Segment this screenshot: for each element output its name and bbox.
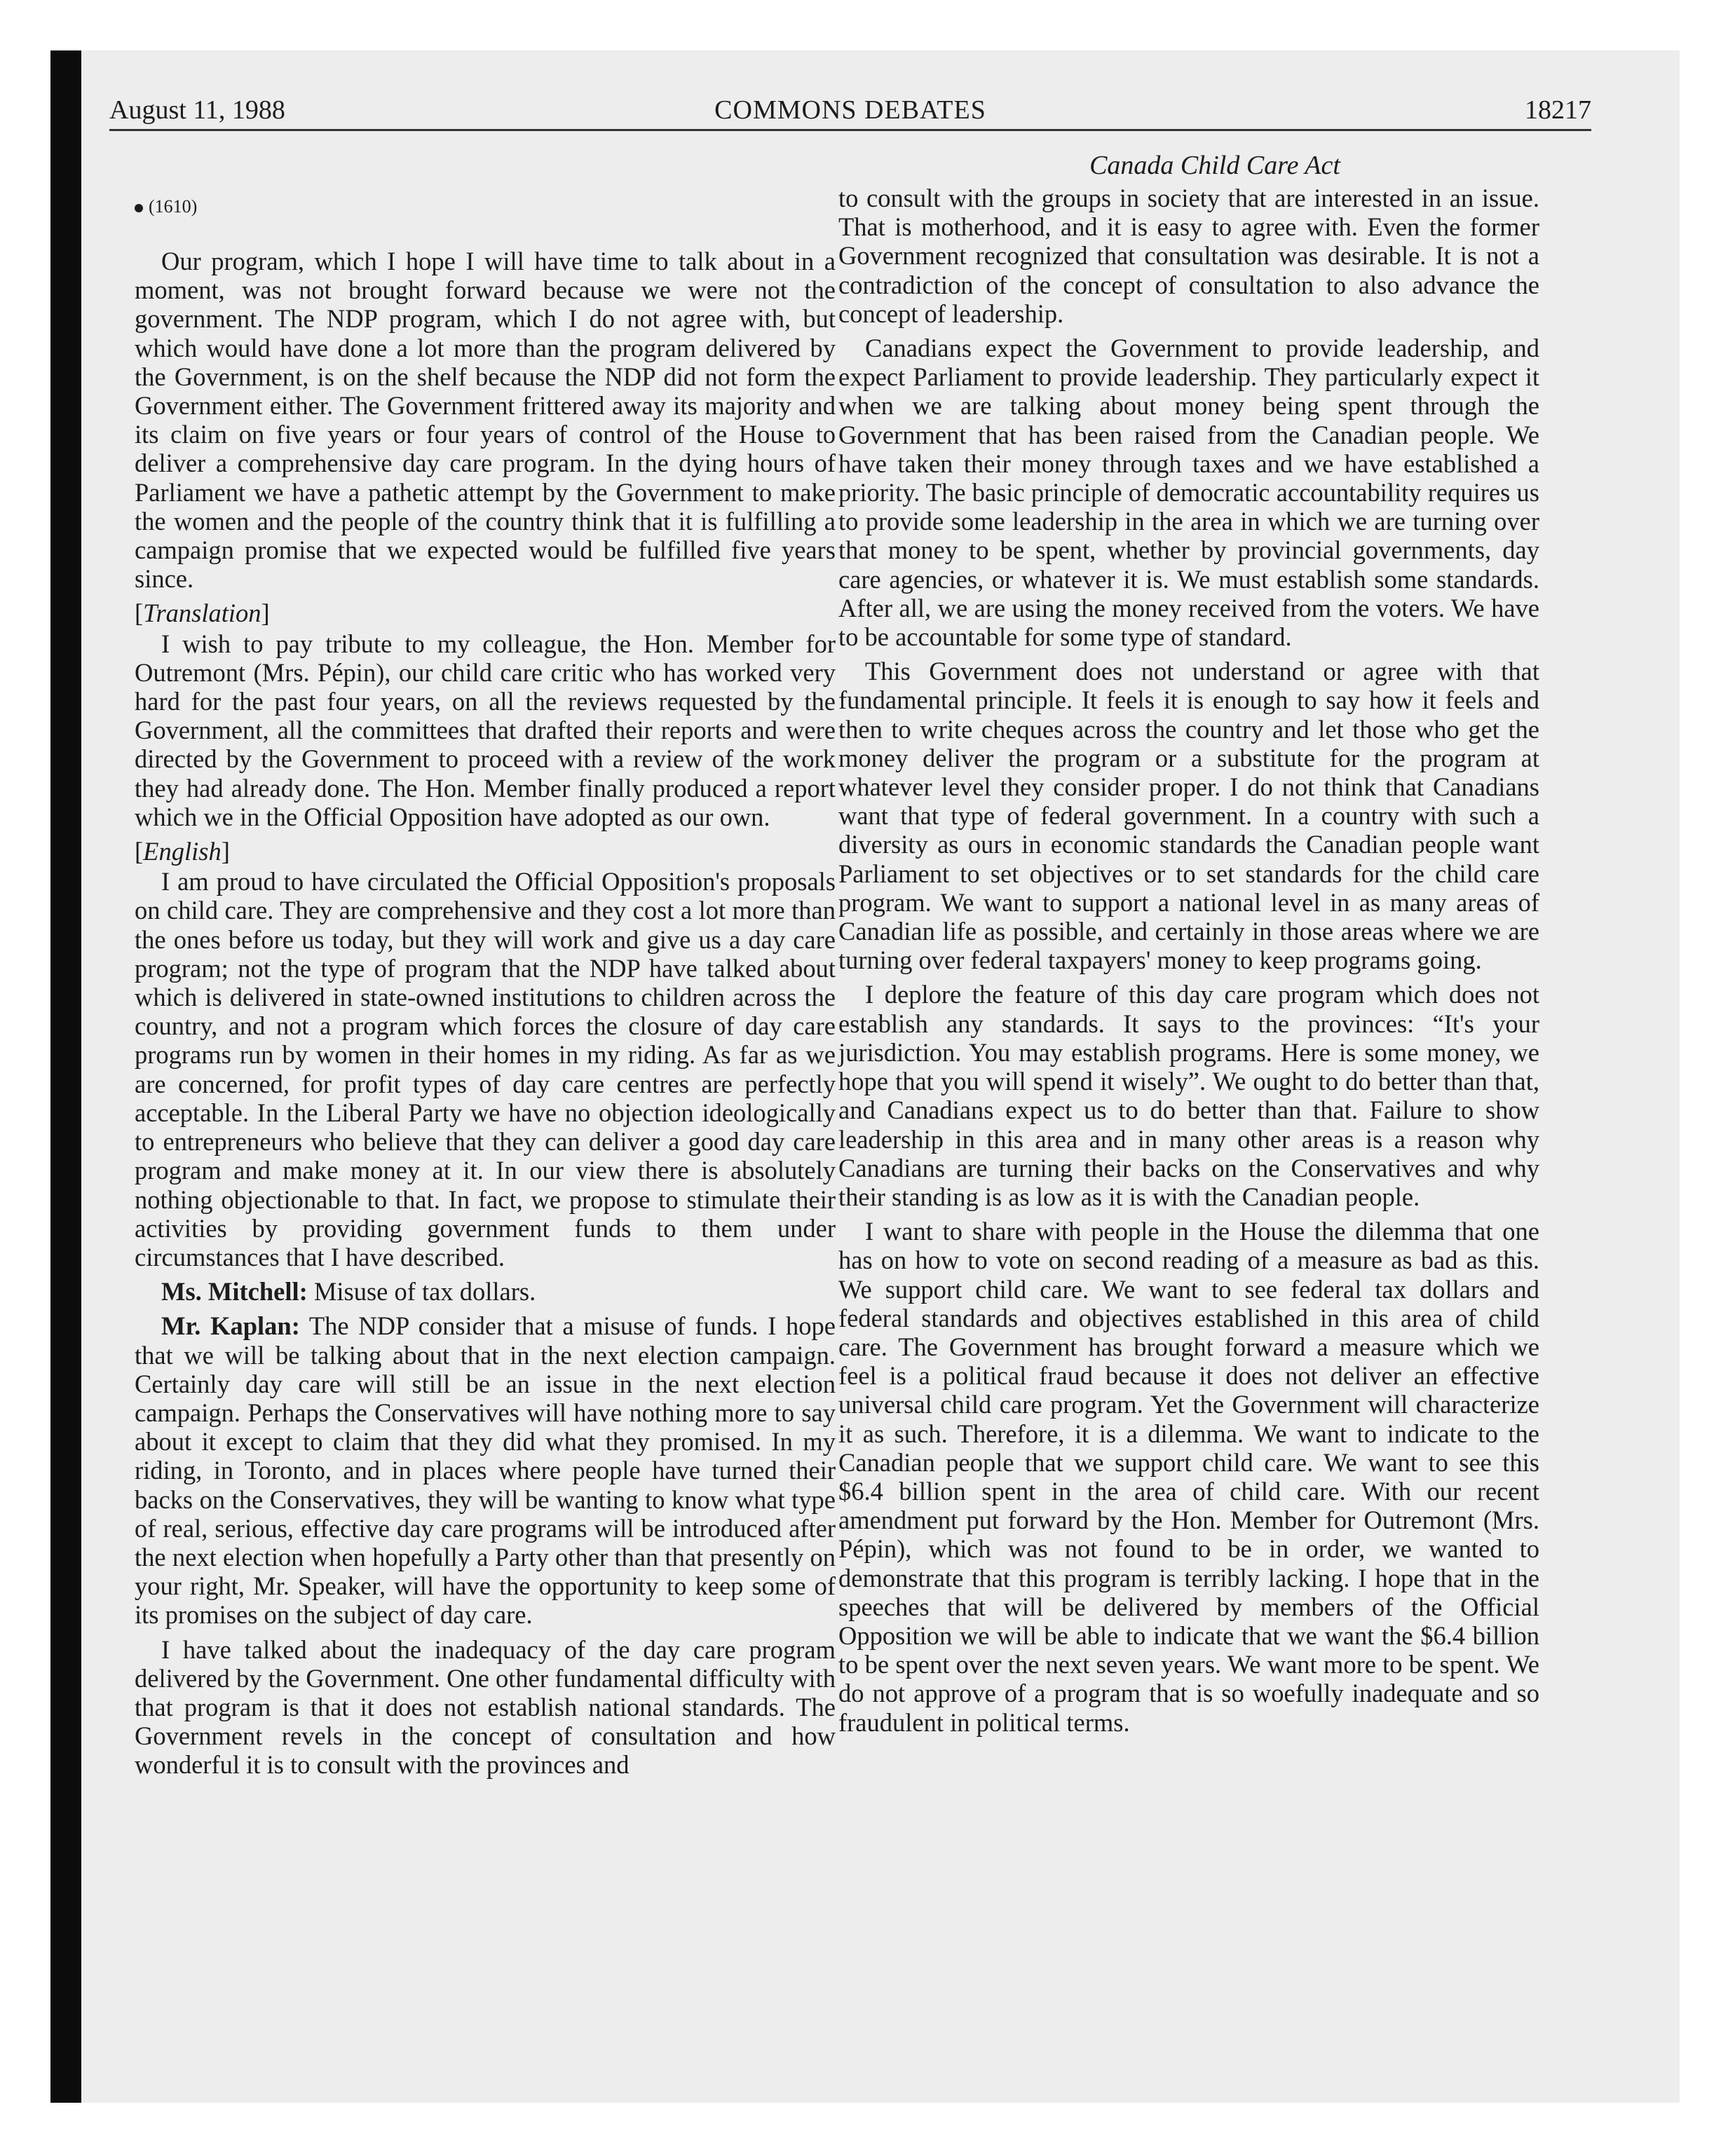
left-column [135,184,836,1785]
paragraph: to consult with the groups in society that are interested in an issue. That is motherhood, and it is easy to agree with. Even the former Government recognized that consultation was desirable. It is not a contradiction of the concept of consultation to also advance the concept of leadership. [838,184,1539,328]
bullet-icon [135,204,143,212]
speech-text: Misuse of tax dollars. [313,1277,536,1306]
running-subject: Canada Child Care Act [1089,151,1340,180]
paragraph: I want to share with people in the House the dilemma that one has on how to vote on second reading of a measure as bad as this. We support child care. We want to see federal tax dollars and federal standards and objectives established in this area of child care. The Government has brought forward a measure which we feel is a political fraud because it does not deliver an effective universal child care program. Yet the Government will characterize it as such. Therefore, it is a dilemma. We want to indicate to the Canadian people that we support child care. We want to see this $6.4 billion spent in the area of child care. With our recent amendment put forward by the Hon. Member for Outremont (Mrs. Pépin), which was not found to be in order, we wanted to demonstrate that this program is terribly lacking. I hope that in the speeches that will be delivered by members of the Official Opposition we will be able to indicate that we want the $6.4 billion to be spent over the next seven years. We want more to be spent. We do not approve of a program that is so woefully inadequate and so fraudulent in political terms. [838,1217,1539,1737]
binding-shadow [50,50,81,2103]
paragraph: This Government does not understand or agree with that fundamental principle. It feels it is enough to say how it feels and then to write cheques across the country and let those who get the money deliver the program or a substitute for the program at whatever level they consider proper. I do not think that Canadians want that type of federal government. In a country with such a diversity as ours in economic standards the Canadian people want Parliament to set objectives or to set standards for the child care program. We want to support a national level in as many areas of Canadian life as possible, and certainly in those areas where we are turning over federal taxpayers' money to keep programs going. [838,657,1539,975]
header-rule [109,129,1591,131]
time-marker [135,195,836,219]
language-tag: [English] [135,837,230,866]
language-tag: [Translation] [135,599,270,628]
language-tag-text: Translation [143,599,261,628]
paragraph: I am proud to have circulated the Official Opposition's proposals on child care. They are comprehensive and they cost a lot more than the ones before us today, but they will work and give us a day care program; not the type of program that the NDP have talked about which is delivered in state-owned institutions to children across the country, and not a program which forces the closure of day care programs run by women in their homes in my riding. As far as we are concerned, for profit types of day care centres are perfectly acceptable. In the Liberal Party we have no objection ideologically to entrepreneurs who believe that they can deliver a good day care program and make money at it. In our view there is absolutely nothing objectionable to that. In fact, we propose to stimulate their activities by providing government funds to them under circumstances that I have described. [135,867,836,1271]
language-tag-text: English [143,837,222,866]
header-publication: COMMONS DEBATES [714,95,986,125]
paragraph: Canadians expect the Government to provide leadership, and expect Parliament to provide leadership. They particularly expect it when we are talking about money being spent through the Government that has been raised from the Canadian people. We have taken their money through taxes and we have established a priority. The basic principle of democratic accountability requires us to provide some leadership in the area in which we are turning over that money to be spent, whether by provincial governments, day care agencies, or whatever it is. We must establish some standards. After all, we are using the money received from the voters. We have to be accountable for some type of standard. [838,334,1539,652]
speech-paragraph [135,1277,836,1306]
time-marker-text: (1610) [149,196,198,217]
speaker-name: Mr. Kaplan: [161,1311,300,1341]
header-page-number: 18217 [1525,95,1591,125]
speech-paragraph [135,1311,836,1629]
paragraph: I wish to pay tribute to my colleague, the Hon. Member for Outremont (Mrs. Pépin), our child care critic who has worked very hard for the past four years, on all the reviews requested by the Government, all the committees that drafted their reports and were directed by the Government to proceed with a review of the work they had already done. The Hon. Member finally produced a report which we in the Official Opposition have adopted as our own. [135,629,836,831]
right-column [838,184,1539,1742]
paragraph: Our program, which I hope I will have time to talk about in a moment, was not brought forward because we were not the government. The NDP program, which I do not agree with, but which would have done a lot more than the program delivered by the Government, is on the shelf because the NDP did not form the Government either. The Government frittered away its majority and its claim on five years or four years of control of the House to deliver a comprehensive day care program. In the dying hours of Parliament we have a pathetic attempt by the Government to make the women and the people of the country think that it is fulfilling a campaign promise that we expected would be fulfilled five years since. [135,247,836,594]
header-date: August 11, 1988 [109,95,285,125]
page-header [109,93,1591,128]
paragraph: I deplore the feature of this day care program which does not establish any standards. It says to the provinces: “It's your jurisdiction. You may establish programs. Here is some money, we hope that you will spend it wisely”. We ought to do better than that, and Canadians expect us to do better than that. Failure to show leadership in this area and in many other areas is a reason why Canadians are turning their backs on the Conservatives and why their standing is as low as it is with the Canadian people. [838,980,1539,1211]
paragraph: I have talked about the inadequacy of the day care program delivered by the Government. One other fundamental difficulty with that program is that it does not establish national standards. The Government revels in the concept of consultation and how wonderful it is to consult with the provinces and [135,1635,836,1780]
speech-text: The NDP consider that a misuse of funds. I hope that we will be talking about that in the next election campaign. Certainly day care will still be an issue in the next election campaign. Perhaps the Conservatives will have nothing more to say about it except to claim that they did what they promised. In my riding, in Toronto, and in places where people have turned their backs on the Conservatives, they will be wanting to know what type of real, serious, effective day care programs will be introduced after the next election when hopefully a Party other than that presently on your right, Mr. Speaker, will have the opportunity to keep some of its promises on the subject of day care. [135,1311,836,1630]
speaker-name: Ms. Mitchell: [161,1277,308,1306]
